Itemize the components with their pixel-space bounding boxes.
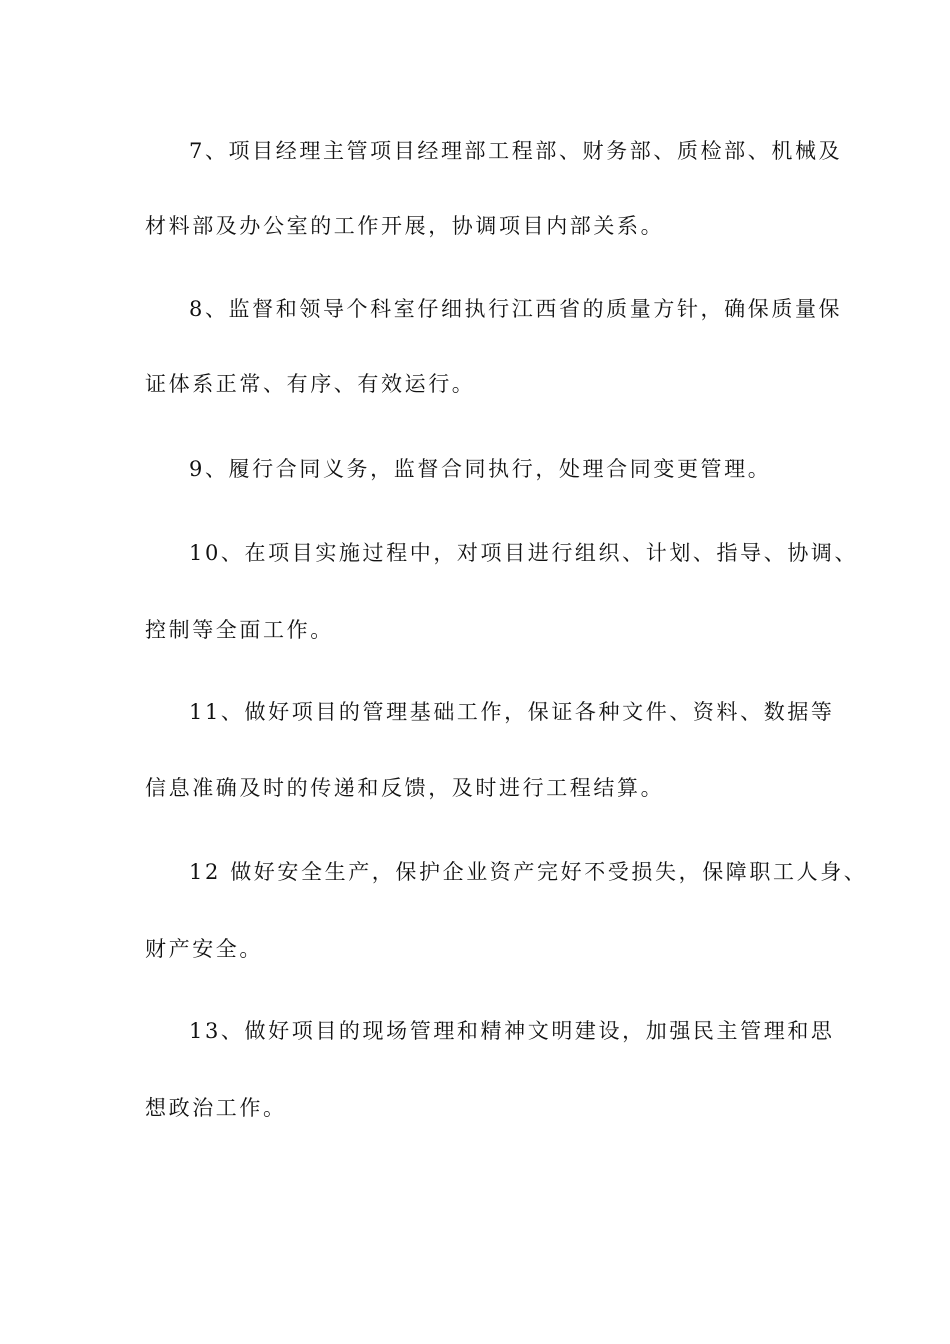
item-13-line-2: 想政治工作。 (145, 1096, 287, 1120)
item-12-line-2: 财产安全。 (145, 937, 263, 961)
item-7-line-2: 材料部及办公室的工作开展，协调项目内部关系。 (145, 214, 665, 238)
item-8-line-1: 8、监督和领导个科室仔细执行江西省的质量方针，确保质量保 (189, 297, 843, 321)
item-11-line-2: 信息准确及时的传递和反馈，及时进行工程结算。 (145, 776, 665, 800)
item-12-line-1: 12 做好安全生产，保护企业资产完好不受损失，保障职工人身、 (189, 860, 868, 884)
item-11-line-1: 11、做好项目的管理基础工作，保证各种文件、资料、数据等 (189, 700, 835, 724)
item-7-line-1: 7、项目经理主管项目经理部工程部、财务部、质检部、机械及 (189, 139, 843, 163)
item-13-line-1: 13、做好项目的现场管理和精神文明建设，加强民主管理和思 (189, 1019, 835, 1043)
item-10-line-2: 控制等全面工作。 (145, 618, 334, 642)
item-9-line-1: 9、履行合同义务，监督合同执行，处理合同变更管理。 (189, 457, 772, 481)
item-10-line-1: 10、在项目实施过程中，对项目进行组织、计划、指导、协调、 (189, 541, 859, 565)
item-8-line-2: 证体系正常、有序、有效运行。 (145, 372, 476, 396)
